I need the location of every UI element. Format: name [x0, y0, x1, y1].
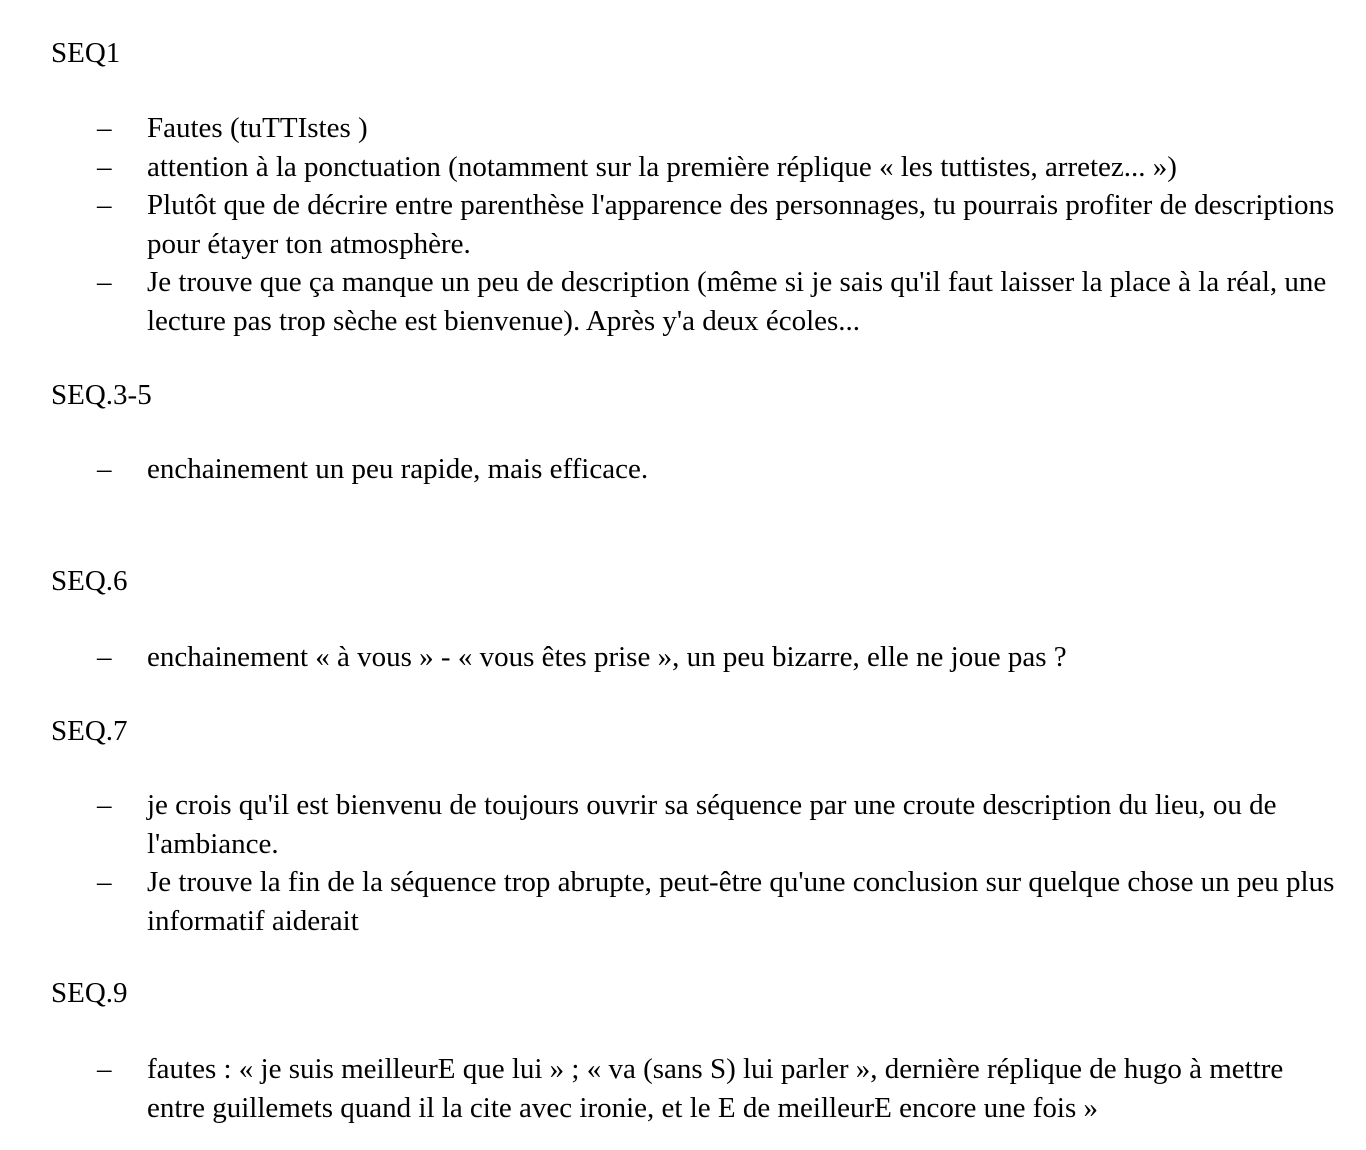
dash-bullet-icon: –	[97, 453, 112, 485]
dash-bullet-icon: –	[97, 112, 112, 144]
list-item-text: Fautes (tuTTIstes )	[147, 112, 368, 144]
section-heading: SEQ1	[51, 37, 121, 69]
section-heading: SEQ.9	[51, 977, 128, 1009]
feedback-list	[0, 109, 1366, 340]
list-item	[0, 450, 1366, 489]
list-item-text: enchainement un peu rapide, mais efficace.	[147, 453, 649, 485]
feedback-list	[0, 786, 1366, 940]
dash-bullet-icon: –	[97, 150, 112, 183]
section-heading: SEQ.6	[51, 565, 128, 597]
feedback-list	[0, 638, 1366, 677]
list-item-text: je crois qu'il est bienvenu de toujours ouvrir sa séquence par une croute description du lieu, ou de l'ambiance.	[147, 789, 1277, 860]
section-heading: SEQ.7	[51, 715, 128, 747]
list-item	[0, 109, 1366, 148]
list-item-text: Je trouve la fin de la séquence trop abrupte, peut-être qu'une conclusion sur quelque chose un peu plus informatif aiderait	[147, 866, 1335, 937]
dash-bullet-icon: –	[97, 189, 112, 221]
list-item	[0, 638, 1366, 677]
list-item	[0, 148, 1366, 187]
feedback-list	[0, 450, 1366, 489]
list-item	[0, 1050, 1366, 1127]
list-item-text: attention à la ponctuation (notamment sur la première réplique « les tuttistes, arretez... »)	[147, 150, 1177, 183]
list-item-text: enchainement « à vous » - « vous êtes prise », un peu bizarre, elle ne joue pas ?	[147, 641, 1067, 673]
dash-bullet-icon: –	[97, 641, 112, 673]
section-heading: SEQ.3-5	[51, 379, 152, 411]
list-item	[0, 263, 1366, 340]
list-item	[0, 186, 1366, 263]
dash-bullet-icon: –	[97, 866, 112, 898]
dash-bullet-icon: –	[97, 266, 112, 298]
dash-bullet-icon: –	[97, 1053, 112, 1085]
list-item	[0, 863, 1366, 940]
list-item-text: Je trouve que ça manque un peu de description (même si je sais qu'il faut laisser la place à la réal, une lecture pas trop sèche est bienvenue). Après y'a deux écoles...	[147, 266, 1327, 337]
feedback-list	[0, 1050, 1366, 1127]
list-item-text: fautes : « je suis meilleurE que lui » ; « va (sans S) lui parler », dernière réplique de hugo à mettre entre guillemets quand il la cite avec ironie, et le E de meilleurE encore une fois »	[147, 1053, 1284, 1124]
list-item-text: Plutôt que de décrire entre parenthèse l'apparence des personnages, tu pourrais profiter de descriptions pour étayer ton atmosphère.	[147, 189, 1335, 260]
dash-bullet-icon: –	[97, 789, 112, 821]
list-item	[0, 786, 1366, 863]
